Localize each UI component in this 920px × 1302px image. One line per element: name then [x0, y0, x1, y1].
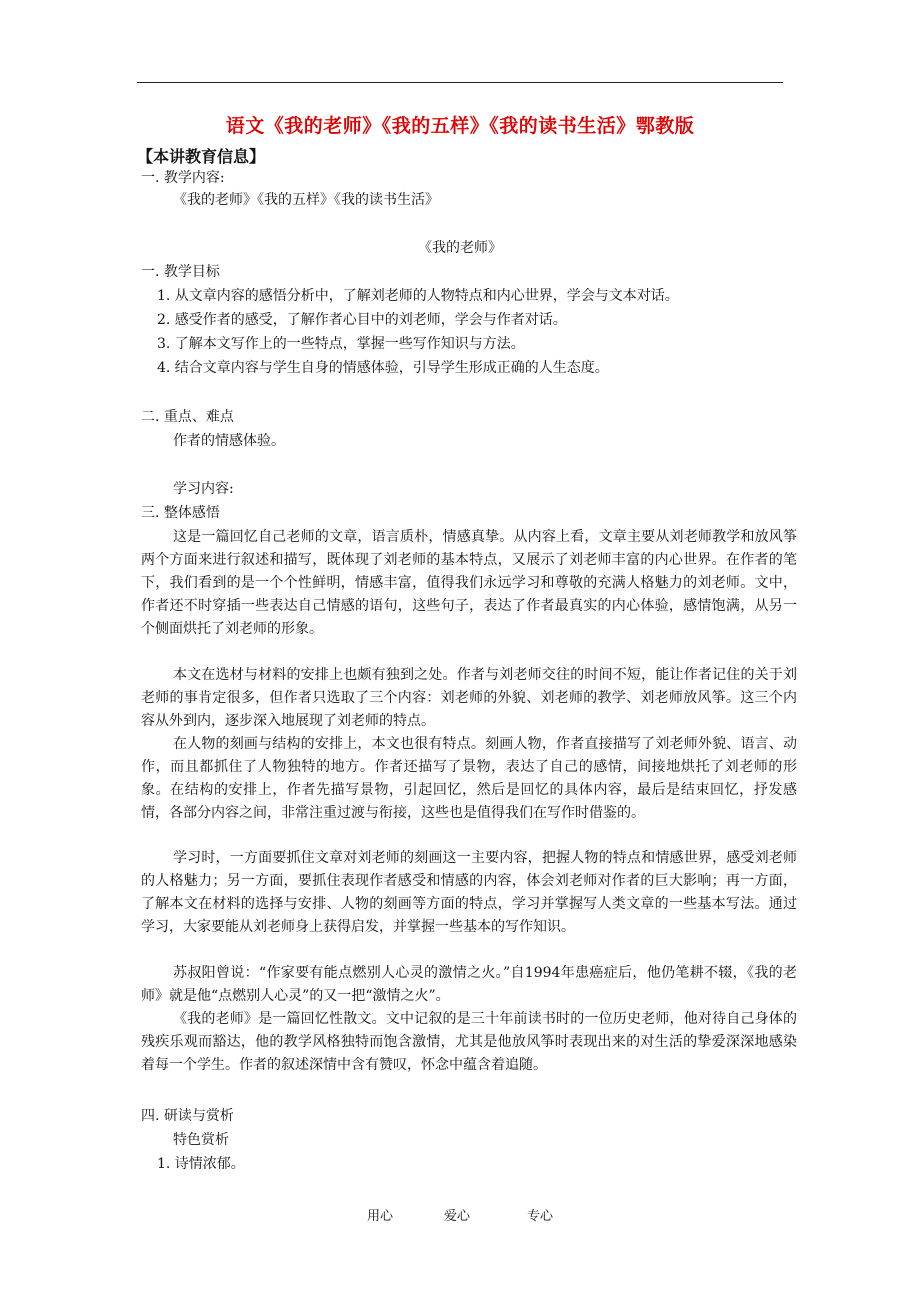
body-paragraph: 苏叔阳曾说：“作家要有能点燃别人心灵的激情之火。”自1994年患癌症后，他仍笔耕不辍，《我的老师》就是他“点燃别人心灵”的又一把“激情之火”。 — [141, 965, 797, 1004]
footer-text: 用心 — [367, 1209, 394, 1224]
objective-item: 1. 从文章内容的感悟分析中，了解刘老师的人物特点和内心世界，学会与文本对话。 — [157, 288, 679, 304]
body-paragraph: 这是一篇回忆自己老师的文章，语言质朴，情感真挚。从内容上看，文章主要从刘老师教学和放风筝两个方面来进行叙述和描写，既体现了刘老师的基本特点，又展示了刘老师丰富的内心世界。在作者的笔下，我们看到的是一个个性鲜明，情感丰富，值得我们永远学习和尊敬的充满人格魅力的刘老师。文中，作者还不时穿插一些表达自己情感的语句，这些句子，表达了作者最真实的内心体验，感情饱满，从另一个侧面烘托了刘老师的形象。 — [141, 529, 797, 637]
body-paragraph: 《我的老师》是一篇回忆性散文。文中记叙的是三十年前读书时的一位历史老师，他对待自己身体的残疾乐观而豁达，他的教学风格独特而饱含激情，尤其是他放风筝时表现出来的对生活的挚爱深深地感染着每一个学生。作者的叙述深情中含有赞叹，怀念中蕴含着追随。 — [141, 1011, 797, 1073]
section-heading: 【本讲教育信息】 — [137, 147, 266, 166]
overall-heading: 三. 整体感悟 — [141, 505, 220, 521]
analysis-item: 1. 诗情浓郁。 — [157, 1156, 245, 1172]
header-rule — [137, 82, 783, 83]
objective-item: 2. 感受作者的感受，了解作者心目中的刘老师，学会与作者对话。 — [157, 312, 567, 328]
teaching-content-heading: 一. 教学内容: — [141, 170, 225, 186]
objectives-heading: 一. 教学目标 — [141, 264, 220, 280]
objective-item: 4. 结合文章内容与学生自身的情感体验，引导学生形成正确的人生态度。 — [157, 360, 609, 376]
footer-text: 爱心 — [444, 1209, 471, 1224]
footer-text: 专心 — [527, 1209, 554, 1224]
study-content-label: 学习内容: — [173, 481, 234, 497]
body-paragraph: 在人物的刻画与结构的安排上，本文也很有特点。刻画人物，作者直接描写了刘老师外貌、语言、动作，而且都抓住了人物独特的地方。作者还描写了景物，表达了自己的感情，间接地烘托了刘老师的形象。在结构的安排上，作者先描写景物，引起回忆，然后是回忆的具体内容，最后是结束回忆，抒发感情，各部分内容之间，非常注重过渡与衔接，这些也是值得我们在写作时借鉴的。 — [141, 736, 797, 821]
analysis-heading: 四. 研读与赏析 — [141, 1108, 234, 1124]
teaching-content-text: 《我的老师》《我的五样》《我的读书生活》 — [173, 192, 439, 208]
lesson-title: 《我的老师》 — [418, 240, 502, 256]
key-points-heading: 二. 重点、难点 — [141, 409, 234, 425]
objective-item: 3. 了解本文写作上的一些特点，掌握一些写作知识与方法。 — [157, 336, 525, 352]
body-paragraph: 学习时，一方面要抓住文章对刘老师的刻画这一主要内容，把握人物的特点和情感世界，感受刘老师的人格魅力；另一方面，要抓住表现作者感受和情感的内容，体会刘老师对作者的巨大影响；再一方面，了解本文在材料的选择与安排、人物的刻画等方面的特点，学习并掌握写人类文章的一些基本写法。通过学习，大家要能从刘老师身上获得启发，并掌握一些基本的写作知识。 — [141, 850, 797, 935]
body-paragraph: 本文在选材与材料的安排上也颇有独到之处。作者与刘老师交往的时间不短，能让作者记住的关于刘老师的事肯定很多，但作者只选取了三个内容：刘老师的外貌、刘老师的教学、刘老师放风筝。这三个内容从外到内，逐步深入地展现了刘老师的特点。 — [141, 667, 797, 729]
analysis-subheading: 特色赏析 — [173, 1132, 229, 1148]
key-points-text: 作者的情感体验。 — [173, 433, 285, 449]
document-title: 语文《我的老师》《我的五样》《我的读书生活》鄂教版 — [225, 115, 695, 137]
